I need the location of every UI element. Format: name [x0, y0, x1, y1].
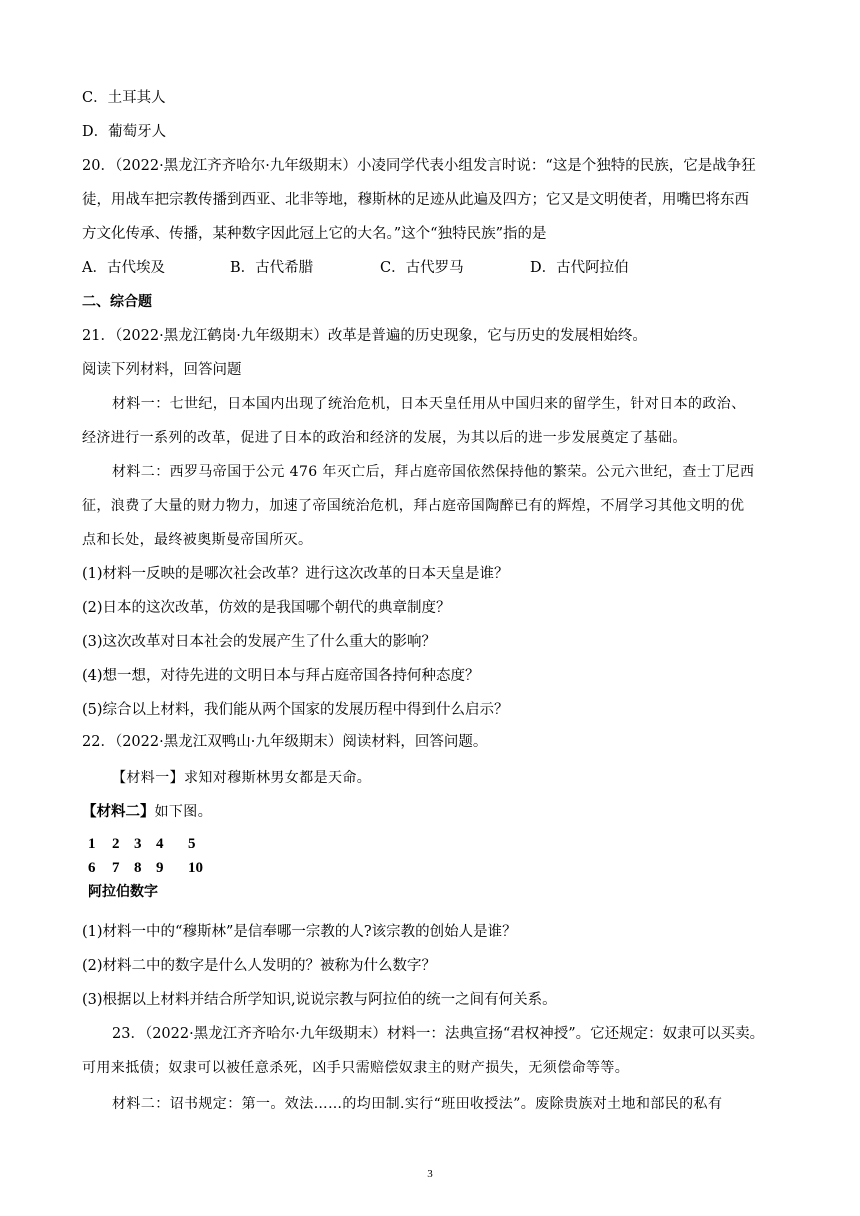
q21-question-4: (4)想一想，对待先进的文明日本与拜占庭帝国各持何种态度？ [82, 668, 480, 684]
q20-line-2: 徒，用战车把宗教传播到西亚、北非等地，穆斯林的足迹从此遍及四方；它又是文明使者，用嘴巴将东西 [82, 192, 749, 208]
option-c: C．土耳其人 [82, 90, 166, 106]
q20-option-a: A．古代埃及 [82, 260, 165, 276]
q20-option-d: D．古代阿拉伯 [530, 260, 629, 276]
q22-material-1: 【材料一】求知对穆斯林男女都是天命。 [112, 770, 372, 786]
numeral-6: 6 [88, 860, 96, 876]
q22-question-1: (1)材料一中的“穆斯林”是信奉哪一宗教的人?该宗教的创始人是谁？ [82, 924, 517, 940]
numeral-7: 7 [112, 860, 120, 876]
numeral-5: 5 [188, 836, 196, 852]
q22-question-3: (3)根据以上材料并结合所学知识,说说宗教与阿拉伯的统一之间有何关系。 [82, 992, 557, 1008]
q21-question-5: (5)综合以上材料，我们能从两个国家的发展历程中得到什么启示？ [82, 702, 509, 718]
q22-question-2: (2)材料二中的数字是什么人发明的？被称为什么数字？ [82, 958, 437, 974]
numeral-9: 9 [156, 860, 164, 876]
q21-stem: 21．（2022·黑龙江鹤岗·九年级期末）改革是普遍的历史现象，它与历史的发展相始终。 [82, 328, 647, 344]
option-d: D．葡萄牙人 [82, 124, 167, 140]
q22-material-2-text: 如下图。 [154, 804, 213, 820]
q22-stem: 22．（2022·黑龙江双鸭山·九年级期末）阅读材料，回答问题。 [82, 734, 488, 750]
q21-instruction: 阅读下列材料，回答问题 [82, 362, 242, 378]
arabic-numerals-caption: 阿拉伯数字 [88, 884, 158, 900]
numeral-1: 1 [88, 836, 96, 852]
numeral-3: 3 [134, 836, 142, 852]
q20-option-c: C．古代罗马 [380, 260, 464, 276]
q20-options [82, 258, 629, 278]
q21-material-1-line-1: 材料一：七世纪，日本国内出现了统治危机，日本天皇任用从中国归来的留学生，针对日本的政治、 [112, 396, 746, 412]
page-number: 3 [427, 1168, 433, 1180]
q22-material-2-label: 【材料二】 [82, 803, 155, 820]
q20-line-3: 方文化传承、传播，某种数字因此冠上它的大名。”这个“独特民族”指的是 [82, 226, 547, 242]
q21-material-2-line-3: 点和长处，最终被奥斯曼帝国所灭。 [82, 532, 313, 548]
q22-material-2 [82, 802, 212, 822]
q23-line-3: 材料二：诏书规定：第一。效法……的均田制.实行“班田收授法”。废除贵族对土地和部民的私有 [112, 1096, 723, 1112]
q21-material-2-line-2: 征，浪费了大量的财力物力，加速了帝国统治危机，拜占庭帝国陶醉已有的辉煌，不屑学习其他文明的优 [82, 498, 745, 514]
numeral-2: 2 [112, 836, 120, 852]
q20-option-b: B．古代希腊 [230, 260, 314, 276]
q21-question-1: (1)材料一反映的是哪次社会改革？进行这次改革的日本天皇是谁？ [82, 566, 509, 582]
q21-question-3: (3)这次改革对日本社会的发展产生了什么重大的影响？ [82, 634, 437, 650]
q21-question-2: (2)日本的这次改革，仿效的是我国哪个朝代的典章制度？ [82, 600, 451, 616]
q21-material-1-line-2: 经济进行一系列的改革，促进了日本的政治和经济的发展，为其以后的进一步发展奠定了基础。 [82, 430, 687, 446]
q21-material-2-line-1: 材料二：西罗马帝国于公元 476 年灭亡后，拜占庭帝国依然保持他的繁荣。公元六世纪，查士丁尼西 [112, 464, 755, 480]
numeral-4: 4 [156, 836, 164, 852]
q23-line-1: 23．（2022·黑龙江齐齐哈尔·九年级期末）材料一：法典宣扬“君权神授”。它还规定：奴隶可以买卖。 [112, 1026, 765, 1042]
q23-line-2: 可用来抵债；奴隶可以被任意杀死，凶手只需赔偿奴隶主的财产损失，无须偿命等等。 [82, 1060, 630, 1076]
section-title-comprehensive: 二、综合题 [82, 294, 152, 310]
numeral-8: 8 [134, 860, 142, 876]
q20-line-1: 20．（2022·黑龙江齐齐哈尔·九年级期末）小凌同学代表小组发言时说：“这是个独特的民族，它是战争狂 [82, 158, 756, 174]
numeral-10: 10 [188, 860, 203, 876]
